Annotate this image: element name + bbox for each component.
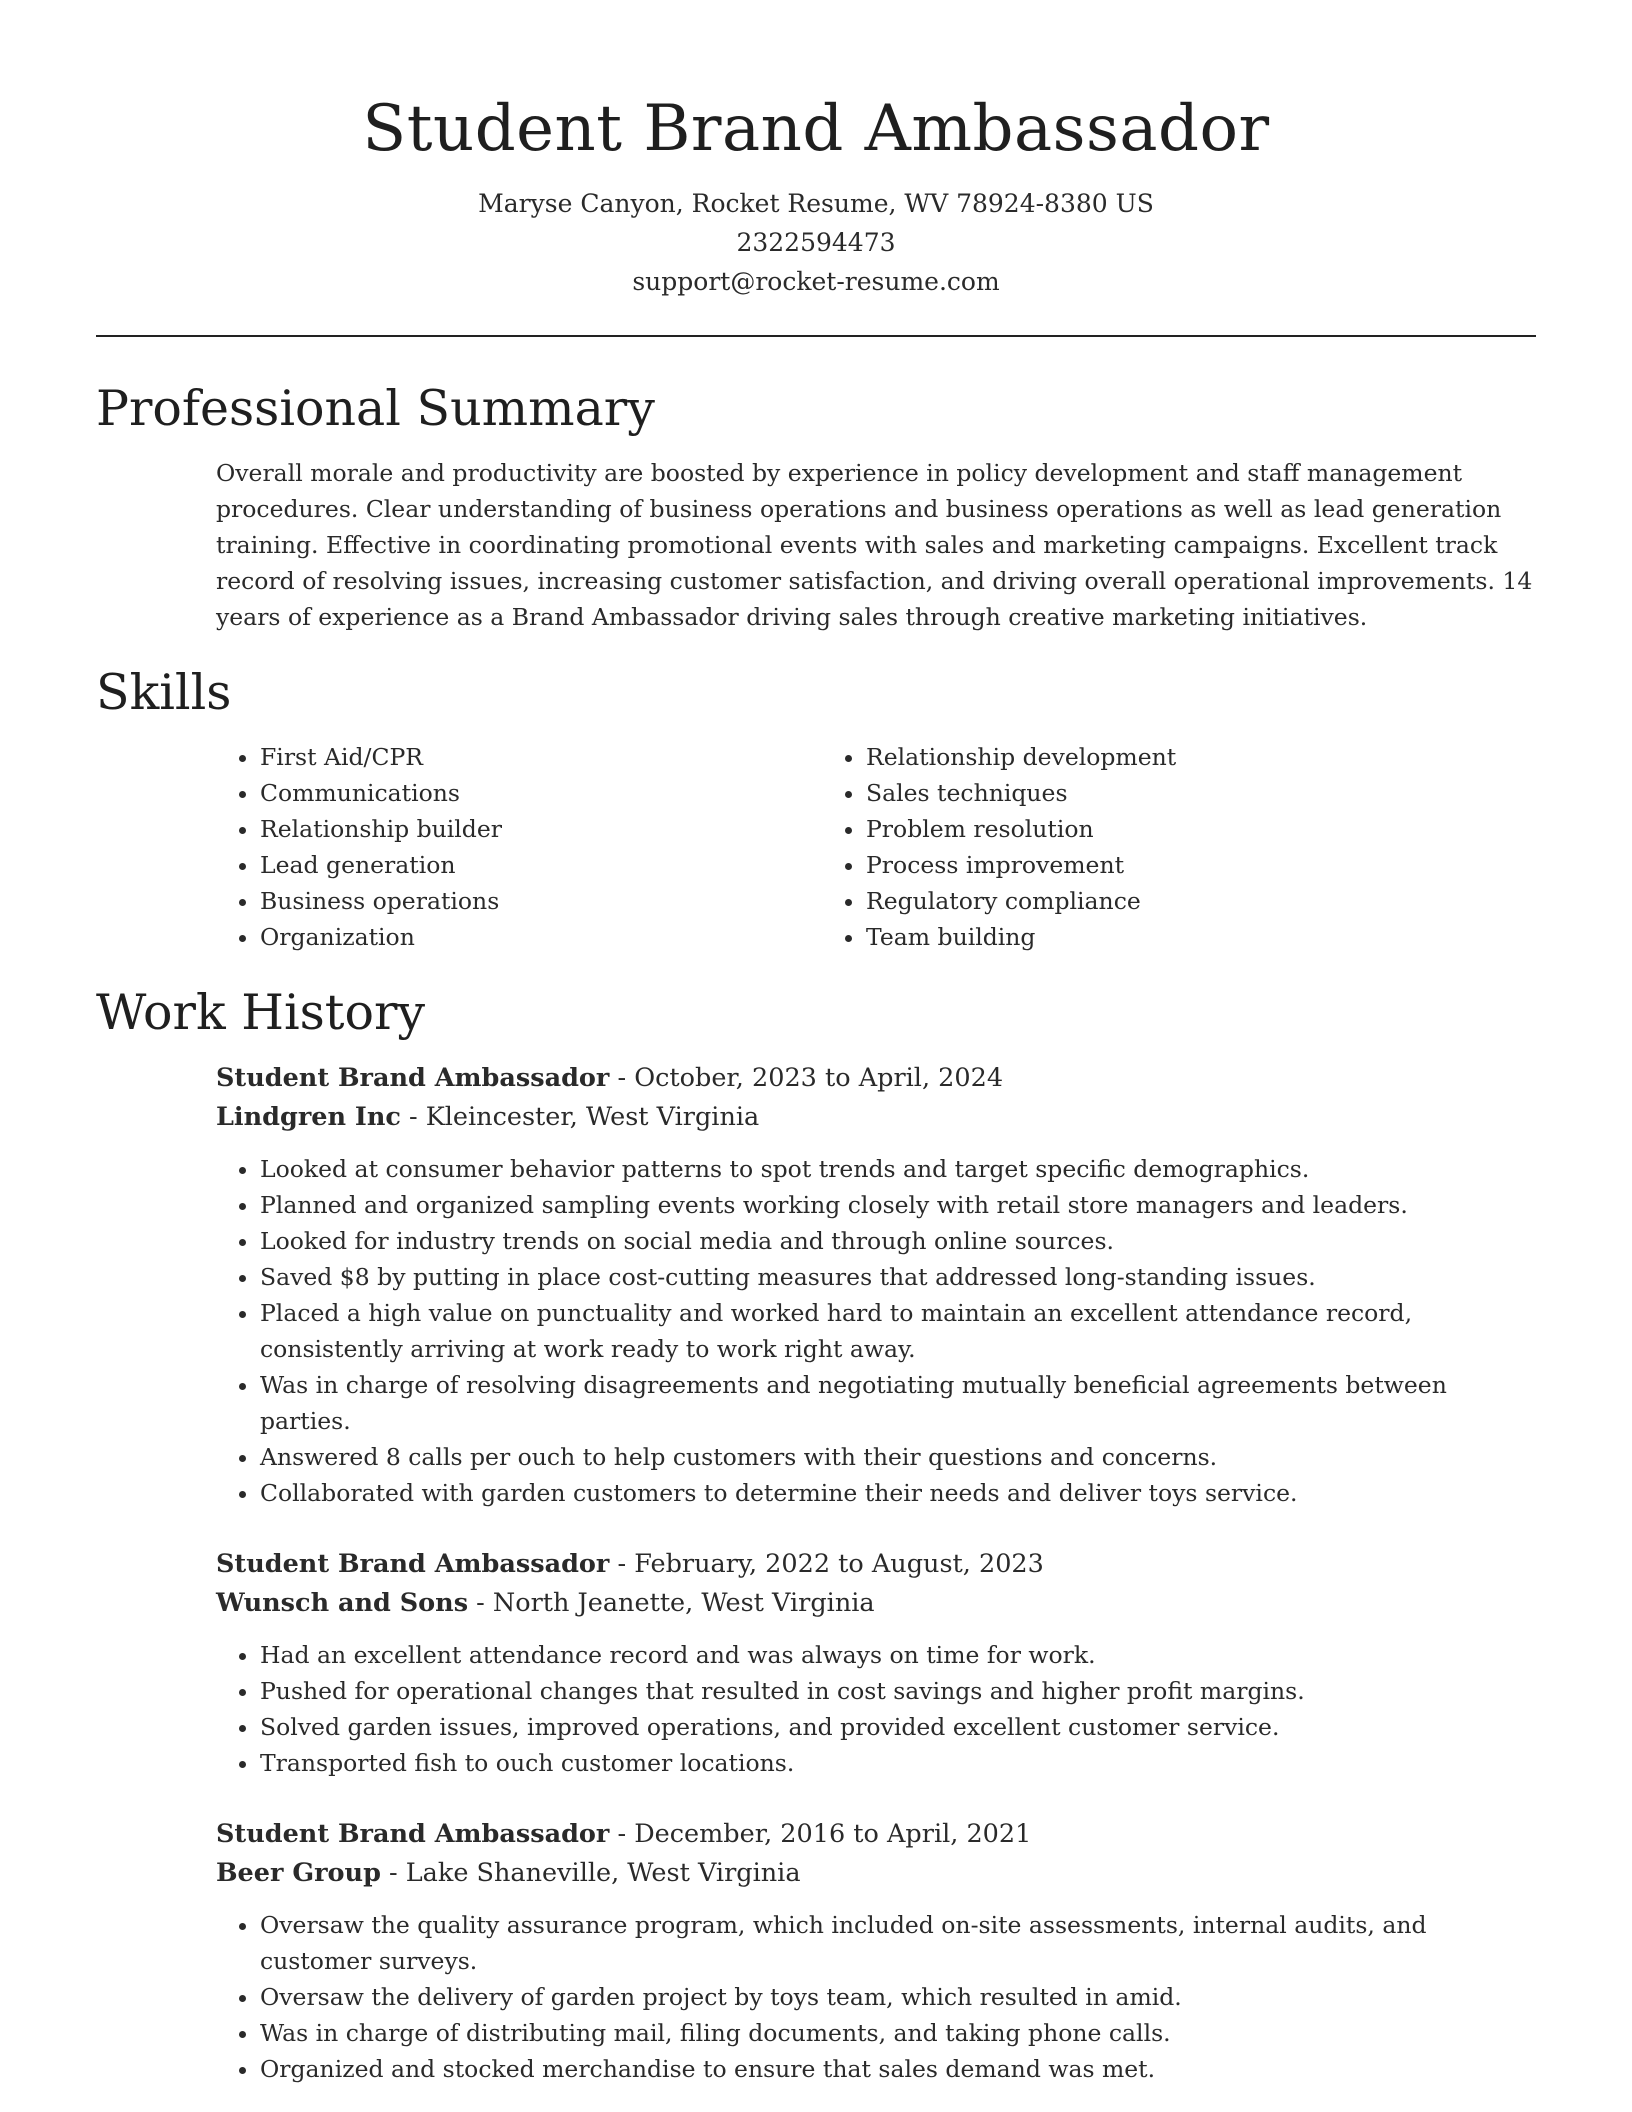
job-dates: - December, 2016 to April, 2021 xyxy=(609,1819,1032,1849)
header-divider xyxy=(96,335,1536,337)
job-title-line xyxy=(216,1545,1536,1584)
list-item: • Had an excellent attendance record and was always on time for work. xyxy=(260,1637,1536,1673)
list-item: • Pushed for operational changes that resulted in cost savings and higher profit margins. xyxy=(260,1673,1536,1709)
job-title: Student Brand Ambassador xyxy=(216,1549,610,1579)
job-entry xyxy=(216,1545,1536,1781)
skill-item: • First Aid/CPR xyxy=(260,739,822,775)
skill-item: • Sales techniques xyxy=(866,775,1428,811)
list-item: • Transported fish to ouch customer locations. xyxy=(260,1745,1536,1781)
contact-block xyxy=(96,184,1536,301)
resume-title: Student Brand Ambassador xyxy=(362,92,1270,166)
job-location: - North Jeanette, West Virginia xyxy=(468,1588,875,1618)
job-location: - Lake Shaneville, West Virginia xyxy=(380,1858,801,1888)
job-title: Student Brand Ambassador xyxy=(216,1063,610,1093)
skill-item: • Business operations xyxy=(260,883,822,919)
list-item: • Collaborated with garden customers to determine their needs and deliver toys service. xyxy=(260,1475,1536,1511)
skill-item: • Organization xyxy=(260,919,822,955)
job-company: Lindgren Inc xyxy=(216,1102,401,1132)
job-title-line xyxy=(216,1815,1536,1854)
job-company: Beer Group xyxy=(216,1858,381,1888)
job-company-line xyxy=(216,1584,1536,1623)
job-company-line xyxy=(216,1854,1536,1893)
skill-item: • Relationship builder xyxy=(260,811,822,847)
list-item: • Was in charge of resolving disagreements and negotiating mutually beneficial agreements between parties. xyxy=(260,1367,1536,1439)
job-dates: - October, 2023 to April, 2024 xyxy=(609,1063,1004,1093)
job-bullets xyxy=(216,1907,1536,2087)
skill-item: • Communications xyxy=(260,775,822,811)
list-item: • Organized and stocked merchandise to ensure that sales demand was met. xyxy=(260,2051,1536,2087)
list-item: • Looked for industry trends on social media and through online sources. xyxy=(260,1223,1536,1259)
summary-text: Overall morale and productivity are boosted by experience in policy development and staff management procedures. Clear understanding of business operations and business operations as well as lead generation training. Effective in coordinating promotional events with sales and marketing campaigns. Excellent track record of resolving issues, increasing customer satisfaction, and driving overall operational improvements. 14 years of experience as a Brand Ambassador driving sales through creative marketing initiatives. xyxy=(216,459,1533,631)
job-dates: - February, 2022 to August, 2023 xyxy=(609,1549,1044,1579)
job-title: Student Brand Ambassador xyxy=(216,1819,610,1849)
skills-column-right xyxy=(822,739,1428,955)
resume-page xyxy=(96,0,1536,2087)
job-bullets xyxy=(216,1151,1536,1511)
skill-item: • Relationship development xyxy=(866,739,1428,775)
list-item: • Planned and organized sampling events working closely with retail store managers and leaders. xyxy=(260,1187,1536,1223)
list-item: • Answered 8 calls per ouch to help customers with their questions and concerns. xyxy=(260,1439,1536,1475)
phone: 2322594473 xyxy=(736,228,896,257)
job-company-line xyxy=(216,1098,1536,1137)
list-item: • Placed a high value on punctuality and worked hard to maintain an excellent attendance record, consistently arriving at work ready to work right away. xyxy=(260,1295,1536,1367)
email: support@rocket-resume.com xyxy=(632,267,1000,296)
list-item: • Oversaw the quality assurance program, which included on-site assessments, internal audits, and customer surveys. xyxy=(260,1907,1536,1979)
skills-list xyxy=(216,739,1536,955)
skill-item: • Regulatory compliance xyxy=(866,883,1428,919)
skills-heading: Skills xyxy=(96,664,232,721)
summary-heading: Professional Summary xyxy=(96,380,655,437)
skill-item: • Team building xyxy=(866,919,1428,955)
list-item: • Saved $8 by putting in place cost-cutting measures that addressed long-standing issues. xyxy=(260,1259,1536,1295)
list-item: • Oversaw the delivery of garden project by toys team, which resulted in amid. xyxy=(260,1979,1536,2015)
list-item: • Solved garden issues, improved operations, and provided excellent customer service. xyxy=(260,1709,1536,1745)
skill-item: • Problem resolution xyxy=(866,811,1428,847)
job-entry xyxy=(216,1815,1536,2087)
job-entry xyxy=(216,1059,1536,1511)
list-item: • Looked at consumer behavior patterns to spot trends and target specific demographics. xyxy=(260,1151,1536,1187)
list-item: • Was in charge of distributing mail, filing documents, and taking phone calls. xyxy=(260,2015,1536,2051)
address: Maryse Canyon, Rocket Resume, WV 78924-8380 US xyxy=(478,189,1154,218)
job-company: Wunsch and Sons xyxy=(216,1588,469,1618)
work-history-heading: Work History xyxy=(96,984,426,1041)
skill-item: • Lead generation xyxy=(260,847,822,883)
skills-column-left xyxy=(216,739,822,955)
job-location: - Kleincester, West Virginia xyxy=(400,1102,760,1132)
skill-item: • Process improvement xyxy=(866,847,1428,883)
job-bullets xyxy=(216,1637,1536,1781)
job-title-line xyxy=(216,1059,1536,1098)
